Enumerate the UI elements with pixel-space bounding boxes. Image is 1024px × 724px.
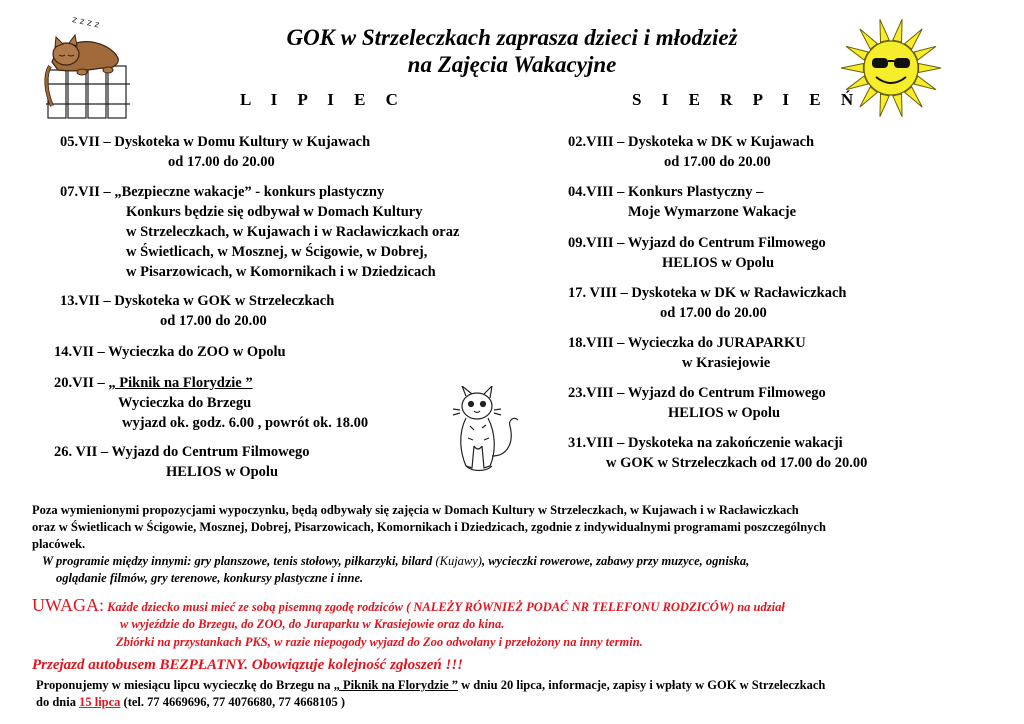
august-event-2: 04.VIII – Konkurs Plastyczny – Moje Wymarzone Wakacje (568, 184, 797, 220)
sun-ray (846, 76, 868, 90)
sun-ray (880, 94, 889, 117)
info-paragraph: Poza wymienionymi propozycjami wypoczynku, będą odbywały się zajęcia w Domach Kultury w Strzeleczkach, w Kujawach i w Racławiczkach oraz w Świetlicach w Ścigowie, Mosznej, Dobrej, Pisarzowicach, Komornikach i Dziedzicach, zgodnie z indywidualnymi programami poszczególnych placówek. (32, 503, 826, 551)
august-event-1: 02.VIII – Dyskoteka w DK w Kujawach od 17.00 do 20.00 (568, 134, 815, 170)
page-title-line2: na Zajęcia Wakacyjne (407, 52, 617, 77)
bus-headline: Przejazd autobusem BEZPŁATNY. Obowiązuje kolejność zgłoszeń !!! (32, 657, 464, 673)
july-event-2: 07.VII – „Bezpieczne wakacje” - konkurs plastyczny Konkurs będzie się odbywał w Domach Kultury w Strzeleczkach, w Kujawach i w Racławiczkach oraz w Świetlicach, w Mosznej, w Ścigowie, w Dobrej, w Pisarzowicach, w Komornikach i w Dziedzicach (60, 184, 460, 280)
warning-line-3: Zbiórki na przystankach PKS, w razie niepogody wyjazd do Zoo odwołany i przełożony na inny termin. (116, 635, 643, 649)
sun-ray (914, 76, 936, 90)
program-line-2: oglądanie filmów, gry terenowe, konkursy plastyczne i inne. (56, 571, 364, 585)
piknik-link: „ Piknik na Florydzie ” (108, 375, 253, 391)
offer-piknik-link: „ Piknik na Florydzie ” (333, 678, 458, 692)
offer-line: Proponujemy w miesiącu lipcu wycieczkę do Brzegu na „ Piknik na Florydzie ” w dniu 20 lipca, informacje, zapisy i wpłaty w GOK w Strzeleczkach (36, 678, 826, 692)
july-event-1: 05.VII – Dyskoteka w Domu Kultury w Kujawach od 17.00 do 20.00 (60, 134, 371, 170)
program-line: W programie między innymi: gry planszowe, tenis stołowy, piłkarzyki, bilard (Kujawy), wycieczki rowerowe, zabawy przy muzyce, ogniska, (42, 554, 750, 568)
july-heading: L I P I E C (240, 90, 406, 109)
august-heading: S I E R P I E Ń (632, 90, 862, 109)
zzz-label: z z z z (71, 15, 101, 31)
deadline-date: 15 lipca (79, 695, 121, 709)
august-event-5: 18.VIII – Wycieczka do JURAPARKU w Krasiejowie (568, 335, 806, 371)
deadline-line: do dnia 15 lipca (tel. 77 4669696, 77 4076680, 77 4668105 ) (36, 695, 346, 709)
warning-line-2: w wyjeździe do Brzegu, do ZOO, do Juraparku w Krasiejowie oraz do kina. (120, 617, 505, 631)
august-event-4: 17. VIII – Dyskoteka w DK w Racławiczkach od 17.00 do 20.00 (568, 285, 847, 321)
july-event-3: 13.VII – Dyskoteka w GOK w Strzeleczkach od 17.00 do 20.00 (60, 293, 335, 329)
warning-block: UWAGA: Każde dziecko musi mieć ze sobą pisemną zgodę rodziców ( NALEŻY RÓWNIEŻ PODAĆ NR TELEFONU RODZICÓW) na udział (32, 595, 785, 615)
august-event-7: 31.VIII – Dyskoteka na zakończenie wakacji w GOK w Strzeleczkach od 17.00 do 20.00 (568, 435, 868, 471)
sitting-cat-icon (452, 386, 526, 474)
july-event-5: 20.VII – „ Piknik na Florydzie ” Wycieczka do Brzegu wyjazd ok. godz. 6.00 , powrót ok. 18.00 (54, 375, 369, 431)
sun-ray (893, 94, 902, 117)
august-event-3: 09.VIII – Wyjazd do Centrum Filmowego HELIOS w Opolu (568, 235, 826, 271)
july-event-6: 26. VII – Wyjazd do Centrum Filmowego HELIOS w Opolu (54, 444, 310, 480)
july-event-4: 14.VII – Wycieczka do ZOO w Opolu (54, 344, 286, 360)
page-title-line1: GOK w Strzeleczkach zaprasza dzieci i młodzież (286, 25, 738, 50)
warning-label: UWAGA: (32, 595, 104, 615)
august-event-6: 23.VIII – Wyjazd do Centrum Filmowego HELIOS w Opolu (568, 385, 826, 421)
